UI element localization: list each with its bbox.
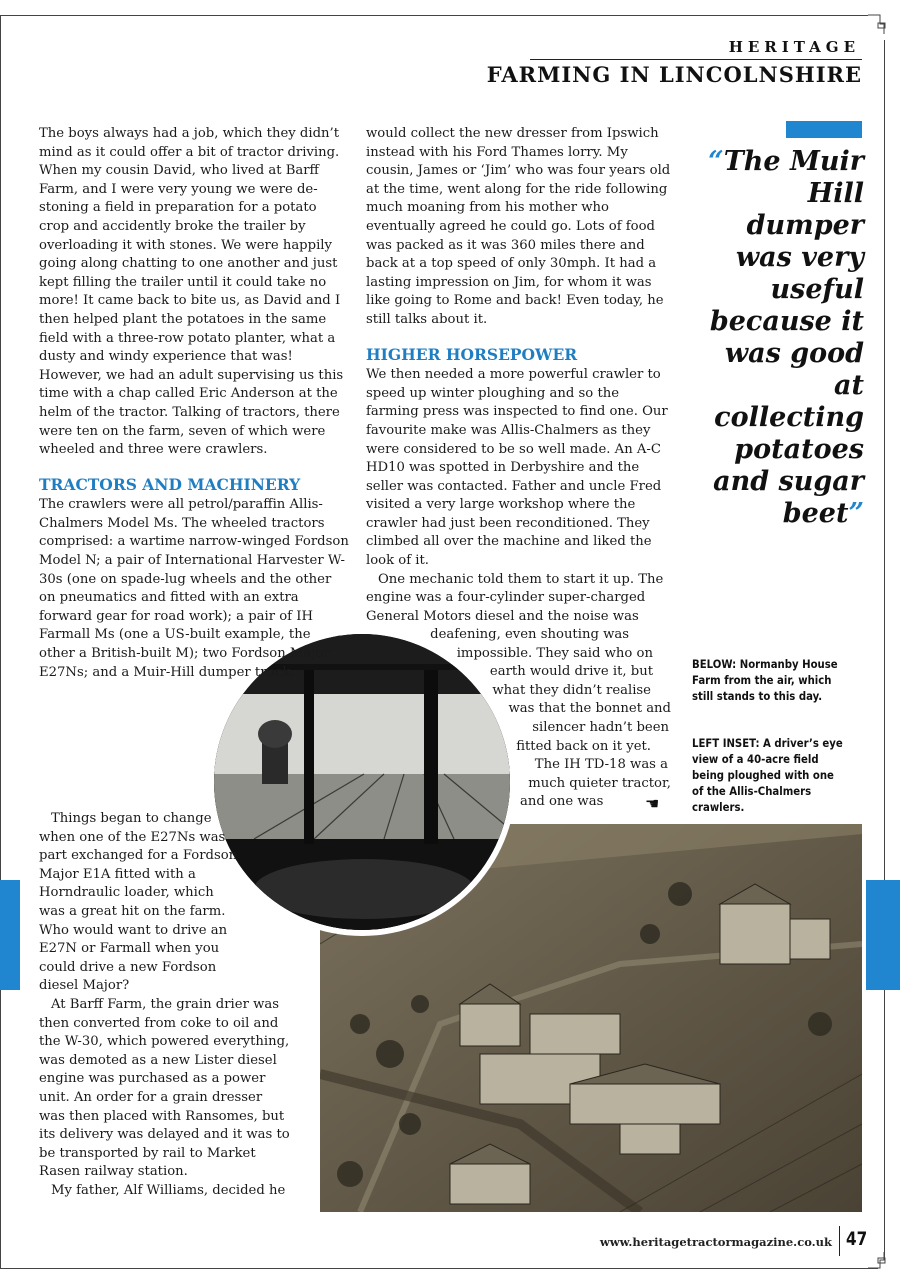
caption-left-inset: LEFT INSET: A driver’s eye view of a 40-acre field being ploughed with one of the Allis-Chalmers crawlers. bbox=[692, 736, 843, 814]
col2-wrap-line-8: The IH TD-18 was a bbox=[534, 757, 668, 773]
col1-paragraph-4: At Barff Farm, the grain drier was then converted from coke to oil and the W-30, which powered everything, was demoted as a new Lister diesel engine was purchased as a power unit. An order for a grain dresser was then placed with Ransomes, but its delivery was delayed and it was to be transported by rail to Market Rasen railway station. bbox=[39, 996, 290, 1180]
col2-wrap-line-2: impossible. They said who on bbox=[456, 645, 653, 661]
col2-paragraph-3: One mechanic told them to start it up. The engine was a four-cylinder super-charged General Motors diesel and the noise was bbox=[366, 571, 664, 624]
pullquote bbox=[690, 146, 864, 530]
pullquote-text: The Muir Hill dumper was very useful because it was good at collecting potatoes and sugar beet bbox=[709, 146, 864, 529]
col1-paragraph-2 bbox=[39, 496, 349, 682]
caption-below: BELOW: Normanby House Farm from the air, which still stands to this day. bbox=[692, 657, 838, 703]
pullquote-accent-bar bbox=[786, 121, 862, 138]
col2-paragraph-1: would collect the new dresser from Ipswich instead with his Ford Thames lorry. My cousin, James or ‘Jim’ who was four years old at the time, went along for the ride following much moaning from his mother who eventually agreed he could go. Lots of food was packed as it was 360 miles there and back at a top speed of only 30mph. It had a lasting impression on Jim, for whom it was like going to Rome and back! Even today, he still talks about it. bbox=[366, 126, 671, 327]
section-label: HERITAGE bbox=[728, 38, 860, 56]
col2-wrap-line-5: was that the bonnet and bbox=[508, 701, 671, 717]
pullquote-open-mark: “ bbox=[708, 146, 724, 177]
corner-mark-bottom-icon bbox=[866, 1250, 888, 1274]
frame-top-rule bbox=[0, 15, 868, 16]
subhead-tractors-machinery: TRACTORS AND MACHINERY bbox=[39, 474, 301, 494]
right-side-tab bbox=[866, 880, 900, 990]
footer-separator bbox=[839, 1226, 840, 1256]
corner-mark-top-icon bbox=[866, 10, 888, 40]
col2-wrap-line-3: earth would drive it, but bbox=[489, 664, 653, 680]
col2-wrap-line-6: silencer hadn’t been bbox=[532, 719, 669, 735]
col2-wrap-line-10 bbox=[366, 793, 671, 812]
pointing-hand-icon: ☚ bbox=[645, 794, 660, 813]
left-side-tab bbox=[0, 880, 20, 990]
col2-wrap-line-9: much quieter tractor, bbox=[528, 775, 671, 791]
col2-paragraph-2: We then needed a more powerful crawler to speed up winter ploughing and so the farming press was inspected to find one. Our favourite make was Allis-Chalmers as they were considered to be so well made. An A-C HD10 was spotted in Derbyshire and the seller was contacted. Father and uncle Fred visited a very large workshop where the crawler had just been reconditioned. They climbed all over the machine and liked the look of it. bbox=[366, 367, 668, 569]
article-column-1-lower bbox=[39, 810, 291, 1200]
page-number: 47 bbox=[846, 1228, 868, 1250]
col2-wrap-line-1: deafening, even shouting was bbox=[430, 627, 629, 642]
subhead-higher-horsepower: HIGHER HORSEPOWER bbox=[366, 344, 578, 364]
frame-left-rule bbox=[0, 15, 1, 1268]
header-rule bbox=[530, 59, 862, 60]
col2-wrap-line-4: what they didn’t realise bbox=[492, 682, 651, 698]
article-column-1 bbox=[39, 125, 349, 682]
col2-wrap-line-7: fitted back on it yet. bbox=[516, 738, 651, 754]
col2-wrap-line-10-text: and one was bbox=[520, 794, 604, 810]
page-title: FARMING IN LINCOLNSHIRE bbox=[486, 62, 862, 87]
pullquote-close-mark: ” bbox=[848, 498, 864, 529]
col1-paragraph-1: The boys always had a job, which they didn’t mind as it could offer a bit of tractor driving. When my cousin David, who lived at Barff Farm, and I were very young we were de-stoning a field in preparation for a potato crop and accidently broke the trailer by overloading it with stones. We were happily going along chatting to one another and just kept filling the trailer until it could take no more! It came back to bite us, as David and I then helped plant the potatoes in the same field with a three-row potato planter, what a dusty and windy experience that was! However, we had an adult supervising us this time with a chap called Eric Anderson at the helm of the tractor. Talking of tractors, there were ten on the farm, seven of which were wheeled and three were crawlers. bbox=[39, 126, 344, 458]
frame-bottom-rule bbox=[0, 1268, 878, 1269]
frame-right-rule bbox=[884, 40, 885, 1260]
col1-paragraph-2-text: The crawlers were all petrol/paraffin Allis-Chalmers Model Ms. The wheeled tractors comprised: a wartime narrow-winged Fordson Model N; a pair of International Harvester W-30s (one on spade-lug wheels and the other on pneumatics and fitted with an extra forward gear for road work); a pair of IH Farmall Ms (one a US-built example, the other a British-built M); two Fordson Major E27Ns; and a Muir-Hill dumper truck. bbox=[39, 497, 349, 680]
col1-paragraph-5: My father, Alf Williams, decided he bbox=[51, 1182, 286, 1198]
col1-paragraph-3: Things began to change when one of the E27Ns was part exchanged for a Fordson Major E1A fitted with a Horndraulic loader, which was a great hit on the farm. Who would want to drive an E27N or Farmall when you could drive a new Fordson diesel Major? bbox=[39, 811, 238, 994]
article-column-2 bbox=[366, 125, 671, 626]
footer-url[interactable]: www.heritagetractormagazine.co.uk bbox=[599, 1235, 832, 1249]
article-column-2-wrap bbox=[366, 626, 671, 812]
